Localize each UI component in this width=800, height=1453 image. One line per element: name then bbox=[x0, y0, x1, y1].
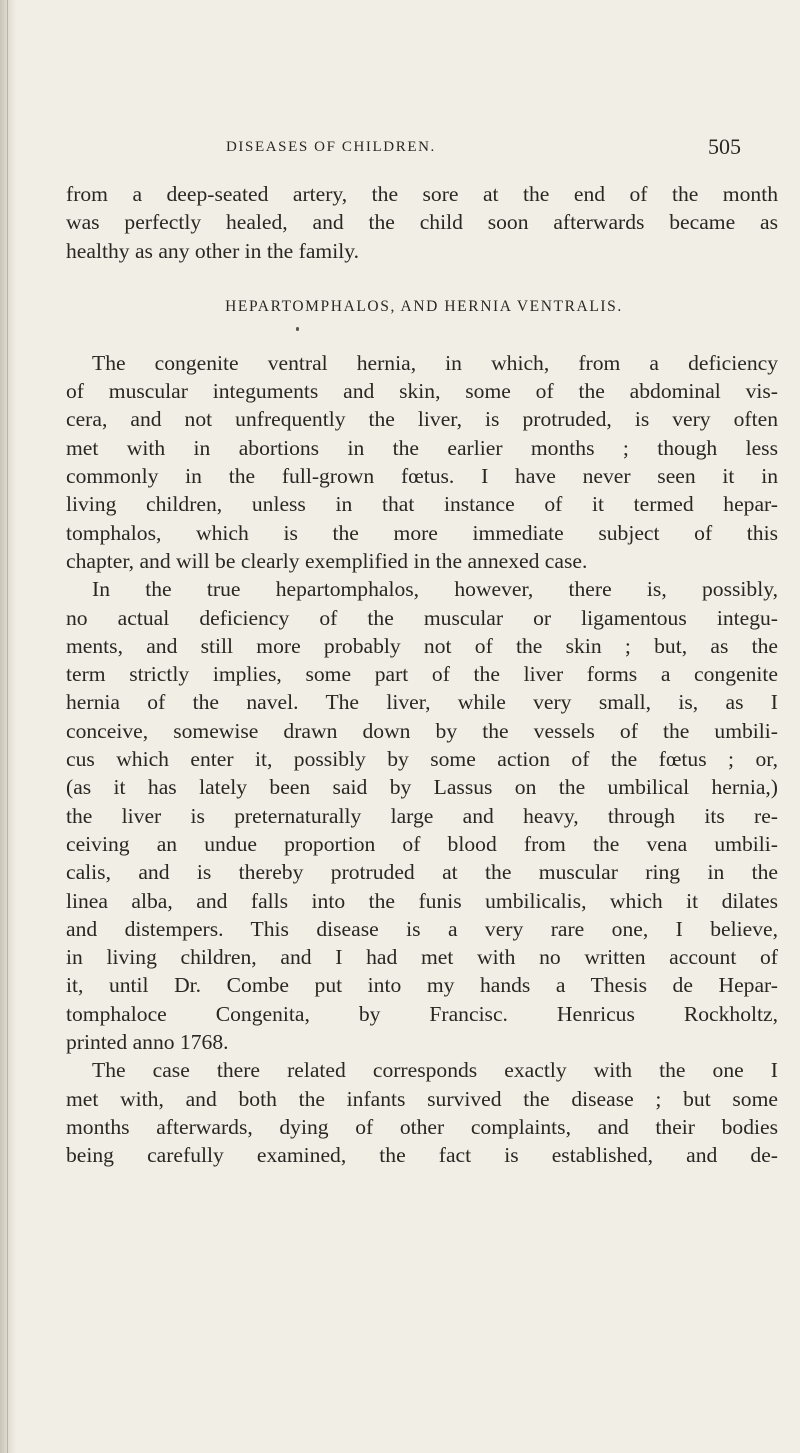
body-text bbox=[66, 180, 778, 1170]
text-line: (as it has lately been said by Lassus on the umbilical hernia,) bbox=[66, 775, 778, 800]
paragraph bbox=[66, 1056, 778, 1169]
text-line: ceiving an undue proportion of blood from the vena umbili- bbox=[66, 831, 778, 856]
text-line: tomphaloce Congenita, by Francisc. Henricus Rockholtz, bbox=[66, 1001, 778, 1026]
text-line: linea alba, and falls into the funis umbilicalis, which it dilates bbox=[66, 888, 778, 913]
text-line: tomphalos, which is the more immediate subject of this bbox=[66, 520, 778, 545]
text-line: living children, unless in that instance of it termed hepar- bbox=[66, 492, 778, 517]
text-line: hernia of the navel. The liver, while very small, is, as I bbox=[66, 690, 778, 715]
text-line: printed anno 1768. bbox=[66, 1030, 229, 1055]
text-line: term strictly implies, some part of the liver forms a congenite bbox=[66, 662, 778, 687]
text-line: from a deep-seated artery, the sore at the end of the month bbox=[66, 182, 778, 206]
text-line: The case there related corresponds exactly with the one I bbox=[92, 1058, 778, 1083]
text-line: met with in abortions in the earlier months ; though less bbox=[66, 435, 778, 460]
text-line: no actual deficiency of the muscular or ligamentous integu- bbox=[66, 605, 778, 630]
text-line: it, until Dr. Combe put into my hands a Thesis de Hepar- bbox=[66, 973, 778, 998]
text-line: chapter, and will be clearly exemplified in the annexed case. bbox=[66, 548, 588, 573]
text-line: ments, and still more probably not of the skin ; but, as the bbox=[66, 633, 778, 658]
text-line: healthy as any other in the family. bbox=[66, 238, 360, 263]
text-line: conceive, somewise drawn down by the vessels of the umbili- bbox=[66, 718, 778, 743]
text-line: cera, and not unfrequently the liver, is protruded, is very often bbox=[66, 407, 778, 432]
text-line: met with, and both the infants survived the disease ; but some bbox=[66, 1086, 778, 1111]
paragraph bbox=[66, 575, 778, 1056]
running-head bbox=[0, 134, 800, 164]
text-line: the liver is preternaturally large and heavy, through its re- bbox=[66, 803, 778, 828]
text-line: The congenite ventral hernia, in which, from a deficiency bbox=[92, 350, 778, 375]
text-line: months afterwards, dying of other complaints, and their bodies bbox=[66, 1114, 778, 1139]
continuation-paragraph bbox=[66, 180, 778, 265]
text-line: being carefully examined, the fact is established, and de- bbox=[66, 1143, 778, 1168]
text-line: commonly in the full-grown fœtus. I have never seen it in bbox=[66, 464, 778, 489]
binding-shadow bbox=[0, 0, 16, 1453]
text-line: and distempers. This disease is a very rare one, I believe, bbox=[66, 916, 778, 941]
section-heading: HEPARTOMPHALOS, AND HERNIA VENTRALIS. bbox=[225, 297, 623, 315]
binding-edge bbox=[7, 0, 8, 1453]
running-title: DISEASES OF CHILDREN. bbox=[226, 139, 436, 155]
text-line: In the true hepartomphalos, however, there is, possibly, bbox=[92, 577, 778, 602]
spacer bbox=[66, 265, 778, 293]
page-number: 505 bbox=[708, 134, 741, 159]
ink-speck bbox=[66, 321, 778, 349]
text-line: of muscular integuments and skin, some of the abdominal vis- bbox=[66, 379, 778, 404]
text-line: was perfectly healed, and the child soon afterwards became as bbox=[66, 210, 778, 235]
text-line: calis, and is thereby protruded at the muscular ring in the bbox=[66, 860, 778, 885]
text-line: cus which enter it, possibly by some action of the fœtus ; or, bbox=[66, 747, 778, 772]
text-line: in living children, and I had met with no written account of bbox=[66, 945, 778, 970]
paragraph bbox=[66, 349, 778, 575]
